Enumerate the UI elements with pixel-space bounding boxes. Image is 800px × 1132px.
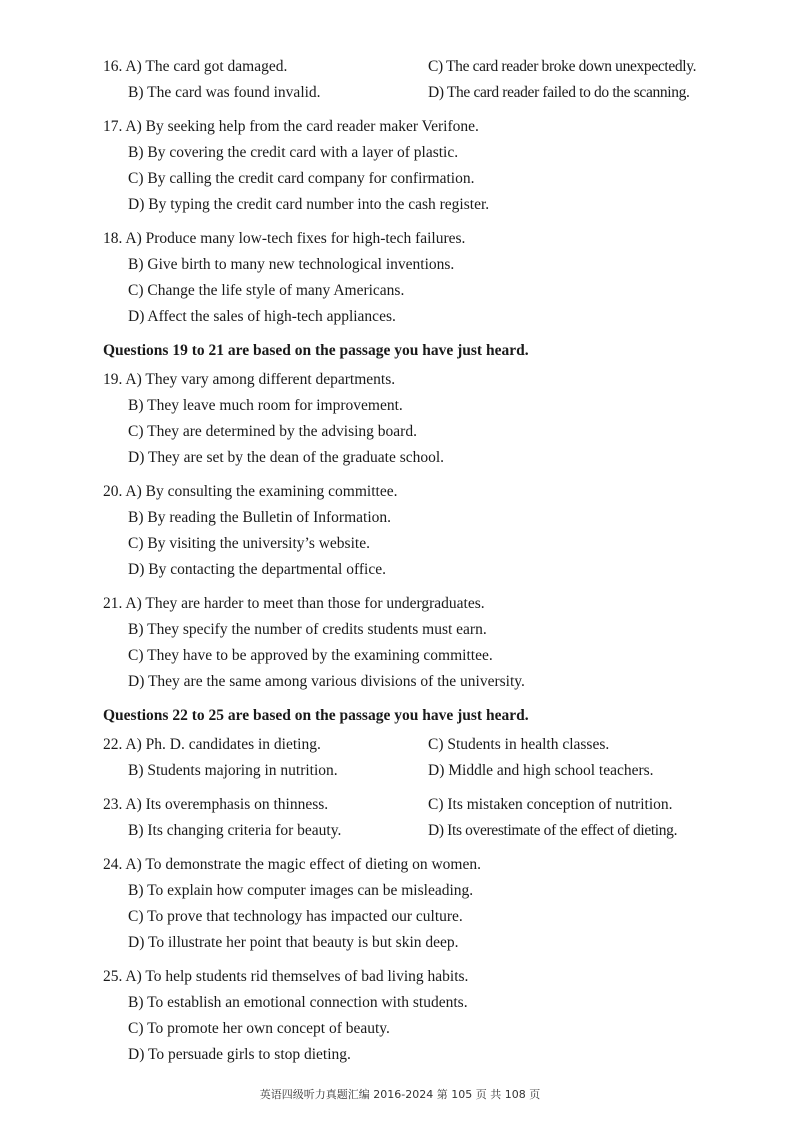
section-heading-22-25: Questions 22 to 25 are based on the passage you have just heard.: [103, 707, 529, 724]
q25-option-b: B) To establish an emotional connection with students.: [128, 994, 468, 1011]
q17-option-c: C) By calling the credit card company for confirmation.: [128, 170, 475, 187]
q25-option-c: C) To promote her own concept of beauty.: [128, 1020, 390, 1037]
q17-option-a: 17. A) By seeking help from the card reader maker Verifone.: [103, 118, 479, 135]
q18-option-b: B) Give birth to many new technological inventions.: [128, 256, 455, 273]
q20-option-d: D) By contacting the departmental office.: [128, 561, 386, 578]
q22-option-a: 22. A) Ph. D. candidates in dieting.: [103, 736, 321, 753]
q24-option-d: D) To illustrate her point that beauty is but skin deep.: [128, 934, 459, 951]
q23-option-d: D) Its overestimate of the effect of dieting.: [428, 822, 678, 839]
q19-option-d: D) They are set by the dean of the graduate school.: [128, 449, 445, 466]
q20-option-c: C) By visiting the university’s website.: [128, 535, 370, 552]
q20-option-b: B) By reading the Bulletin of Information.: [128, 509, 392, 526]
q17-option-d: D) By typing the credit card number into the cash register.: [128, 196, 490, 213]
q17-option-b: B) By covering the credit card with a layer of plastic.: [128, 144, 459, 161]
section-heading-19-21: Questions 19 to 21 are based on the passage you have just heard.: [103, 342, 529, 359]
q20-option-a: 20. A) By consulting the examining committee.: [103, 483, 398, 500]
q24-option-c: C) To prove that technology has impacted our culture.: [128, 908, 463, 925]
q25-option-d: D) To persuade girls to stop dieting.: [128, 1046, 351, 1063]
q22-option-c: C) Students in health classes.: [428, 736, 610, 753]
q24-option-b: B) To explain how computer images can be misleading.: [128, 882, 474, 899]
q18-option-a: 18. A) Produce many low-tech fixes for high-tech failures.: [103, 230, 466, 247]
q23-option-b: B) Its changing criteria for beauty.: [128, 822, 342, 839]
q16-option-c: C) The card reader broke down unexpectedly.: [428, 58, 697, 75]
q19-option-a: 19. A) They vary among different departments.: [103, 371, 396, 388]
q25-option-a: 25. A) To help students rid themselves of bad living habits.: [103, 968, 469, 985]
q22-option-d: D) Middle and high school teachers.: [428, 762, 654, 779]
q21-option-b: B) They specify the number of credits students must earn.: [128, 621, 487, 638]
q16-option-b: B) The card was found invalid.: [128, 84, 321, 101]
q23-option-c: C) Its mistaken conception of nutrition.: [428, 796, 673, 813]
q21-option-c: C) They have to be approved by the examining committee.: [128, 647, 493, 664]
q18-option-d: D) Affect the sales of high-tech appliances.: [128, 308, 396, 325]
q16-option-d: D) The card reader failed to do the scanning.: [428, 84, 690, 101]
q19-option-c: C) They are determined by the advising board.: [128, 423, 417, 440]
q18-option-c: C) Change the life style of many Americans.: [128, 282, 405, 299]
q22-option-b: B) Students majoring in nutrition.: [128, 762, 338, 779]
q21-option-d: D) They are the same among various divisions of the university.: [128, 673, 525, 690]
q19-option-b: B) They leave much room for improvement.: [128, 397, 403, 414]
q16-option-a: 16. A) The card got damaged.: [103, 58, 288, 75]
q21-option-a: 21. A) They are harder to meet than those for undergraduates.: [103, 595, 485, 612]
page-footer: 英语四级听力真题汇编 2016-2024 第 105 页 共 108 页: [259, 1088, 541, 1101]
q24-option-a: 24. A) To demonstrate the magic effect of dieting on women.: [103, 856, 481, 873]
q23-option-a: 23. A) Its overemphasis on thinness.: [103, 796, 329, 813]
